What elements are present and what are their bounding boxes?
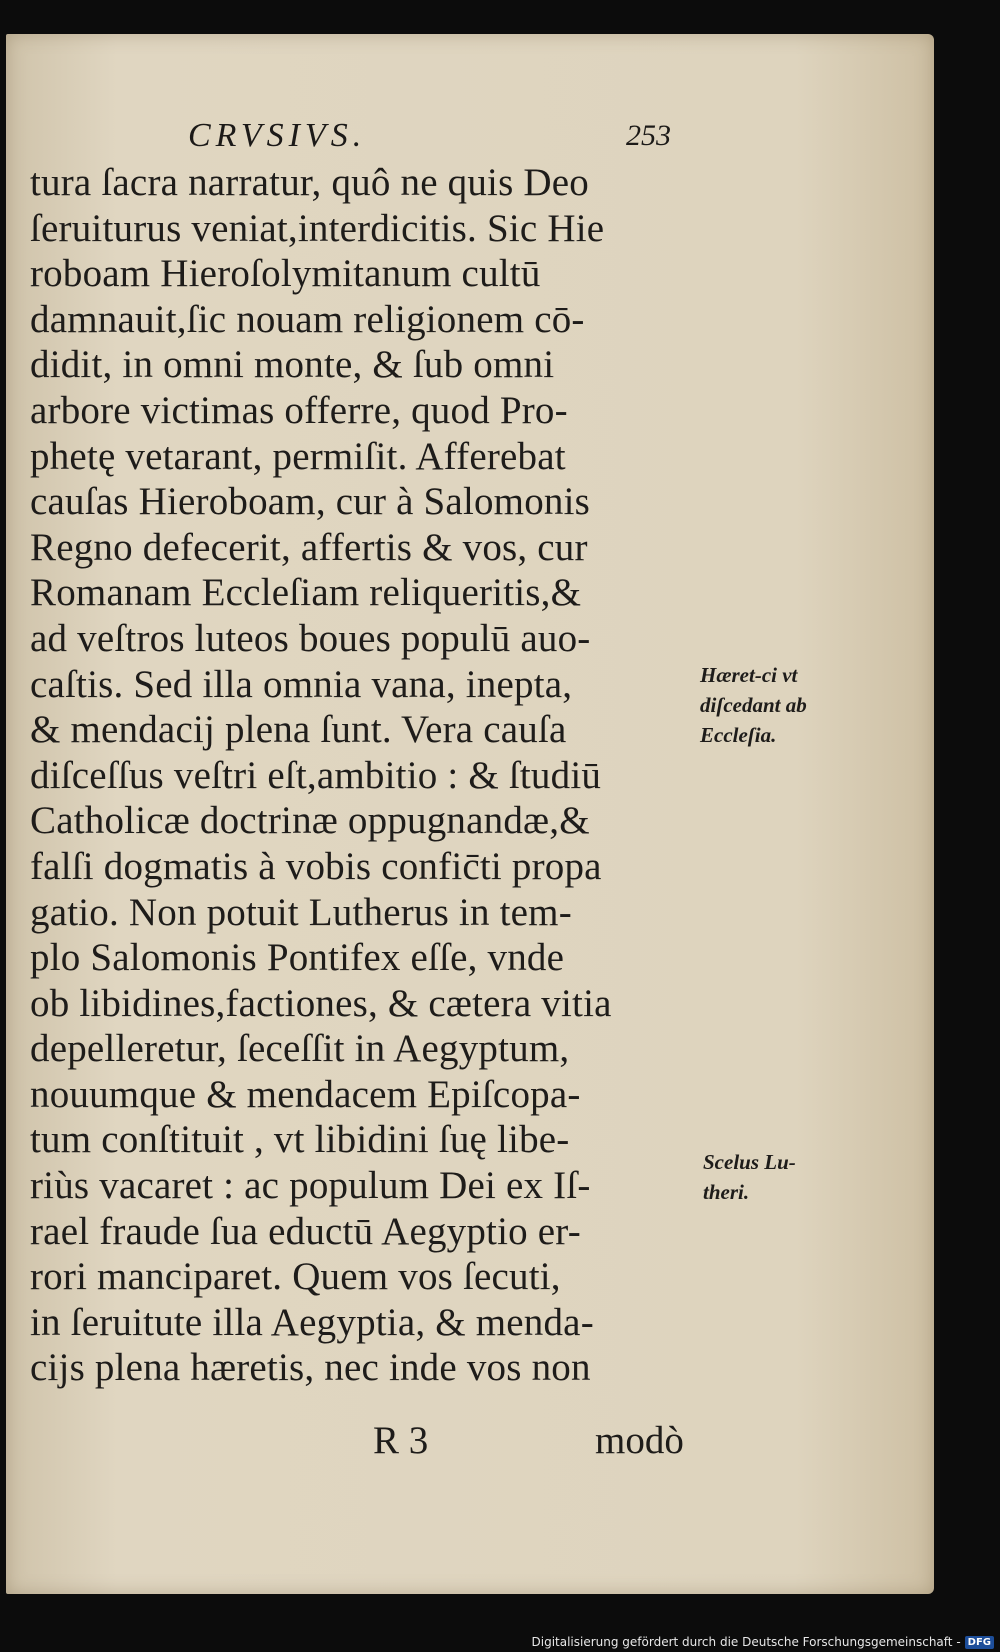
text-line: rael fraude ſua eductū Aegyptio er- xyxy=(30,1209,581,1253)
text-line: arbore victimas offerre, quod Pro- xyxy=(30,388,568,432)
text-line: rori manciparet. Quem vos ſecuti, xyxy=(30,1255,561,1299)
text-line: plo Salomonis Pontifex eſſe, vnde xyxy=(30,936,565,980)
text-line: falſi dogmatis à vobis confic̄ti propa xyxy=(30,844,602,888)
catchword: modò xyxy=(595,1419,684,1462)
text-line: ad veſtros luteos boues populū auo- xyxy=(30,616,591,660)
text-line: riùs vacaret : ac populum Dei ex Iſ- xyxy=(30,1164,591,1208)
text-line: roboam Hieroſolymitanum cultū xyxy=(30,252,541,296)
text-line: ſeruiturus veniat,interdicitis. Sic Hie xyxy=(30,206,605,250)
margin-note xyxy=(703,1147,823,1207)
text-line: phetę vetarant, permiſit. Afferebat xyxy=(30,434,566,478)
text-line: diſceſſus veſtri eſt,ambitio : & ſtudiū xyxy=(30,753,602,797)
text-line: Romanam Eccleſiam reliqueritis,& xyxy=(30,571,582,615)
footer xyxy=(532,1632,995,1652)
text-line: tum conſtituit , vt libidini ſuę libe- xyxy=(30,1118,570,1162)
body-text xyxy=(30,160,690,1391)
text-line: tura ſacra narratur, quô ne quis Deo xyxy=(30,161,589,204)
text-line: damnauit,ſic nouam religionem cō- xyxy=(30,297,585,341)
text-line: nouumque & mendacem Epiſcopa- xyxy=(30,1072,581,1116)
text-line: Catholicæ doctrinæ oppugnandæ,& xyxy=(30,799,590,843)
text-line: caſtis. Sed illa omnia vana, inepta, xyxy=(30,662,573,706)
text-line: depelleretur, ſeceſſit in Aegyptum, xyxy=(30,1027,570,1071)
text-line: & mendacij plena ſunt. Vera cauſa xyxy=(30,708,567,752)
text-line: didit, in omni monte, & ſub omni xyxy=(30,343,555,387)
text-line: cijs plena hæretis, nec inde vos non xyxy=(30,1346,591,1390)
margin-note-line: Scelus Lu- xyxy=(703,1150,796,1174)
text-line: cauſas Hieroboam, cur à Salomonis xyxy=(30,480,591,524)
text-line: Regno defecerit, affertis & vos, cur xyxy=(30,525,588,569)
footer-credit: Digitalisierung gefördert durch die Deutsche Forschungsgemeinschaft - xyxy=(531,1635,961,1649)
margin-note xyxy=(700,660,840,750)
text-line: gatio. Non potuit Lutherus in tem- xyxy=(30,890,572,934)
dfg-logo: DFG xyxy=(965,1636,994,1649)
margin-note-line: diſcedant ab xyxy=(700,693,807,717)
signature-mark: R 3 xyxy=(373,1419,429,1462)
page-number: 253 xyxy=(626,119,671,152)
text-line: ob libidines,factiones, & cætera vitia xyxy=(30,981,612,1025)
running-head: CRVSIVS. xyxy=(188,117,367,154)
margin-note-line: theri. xyxy=(703,1180,750,1204)
catchline xyxy=(0,1418,1000,1464)
margin-note-line: Eccleſia. xyxy=(700,723,777,747)
page-header xyxy=(0,117,1000,157)
margin-note-line: Hæret-ci vt xyxy=(700,663,798,687)
text-line: in ſeruitute illa Aegyptia, & menda- xyxy=(30,1300,594,1344)
